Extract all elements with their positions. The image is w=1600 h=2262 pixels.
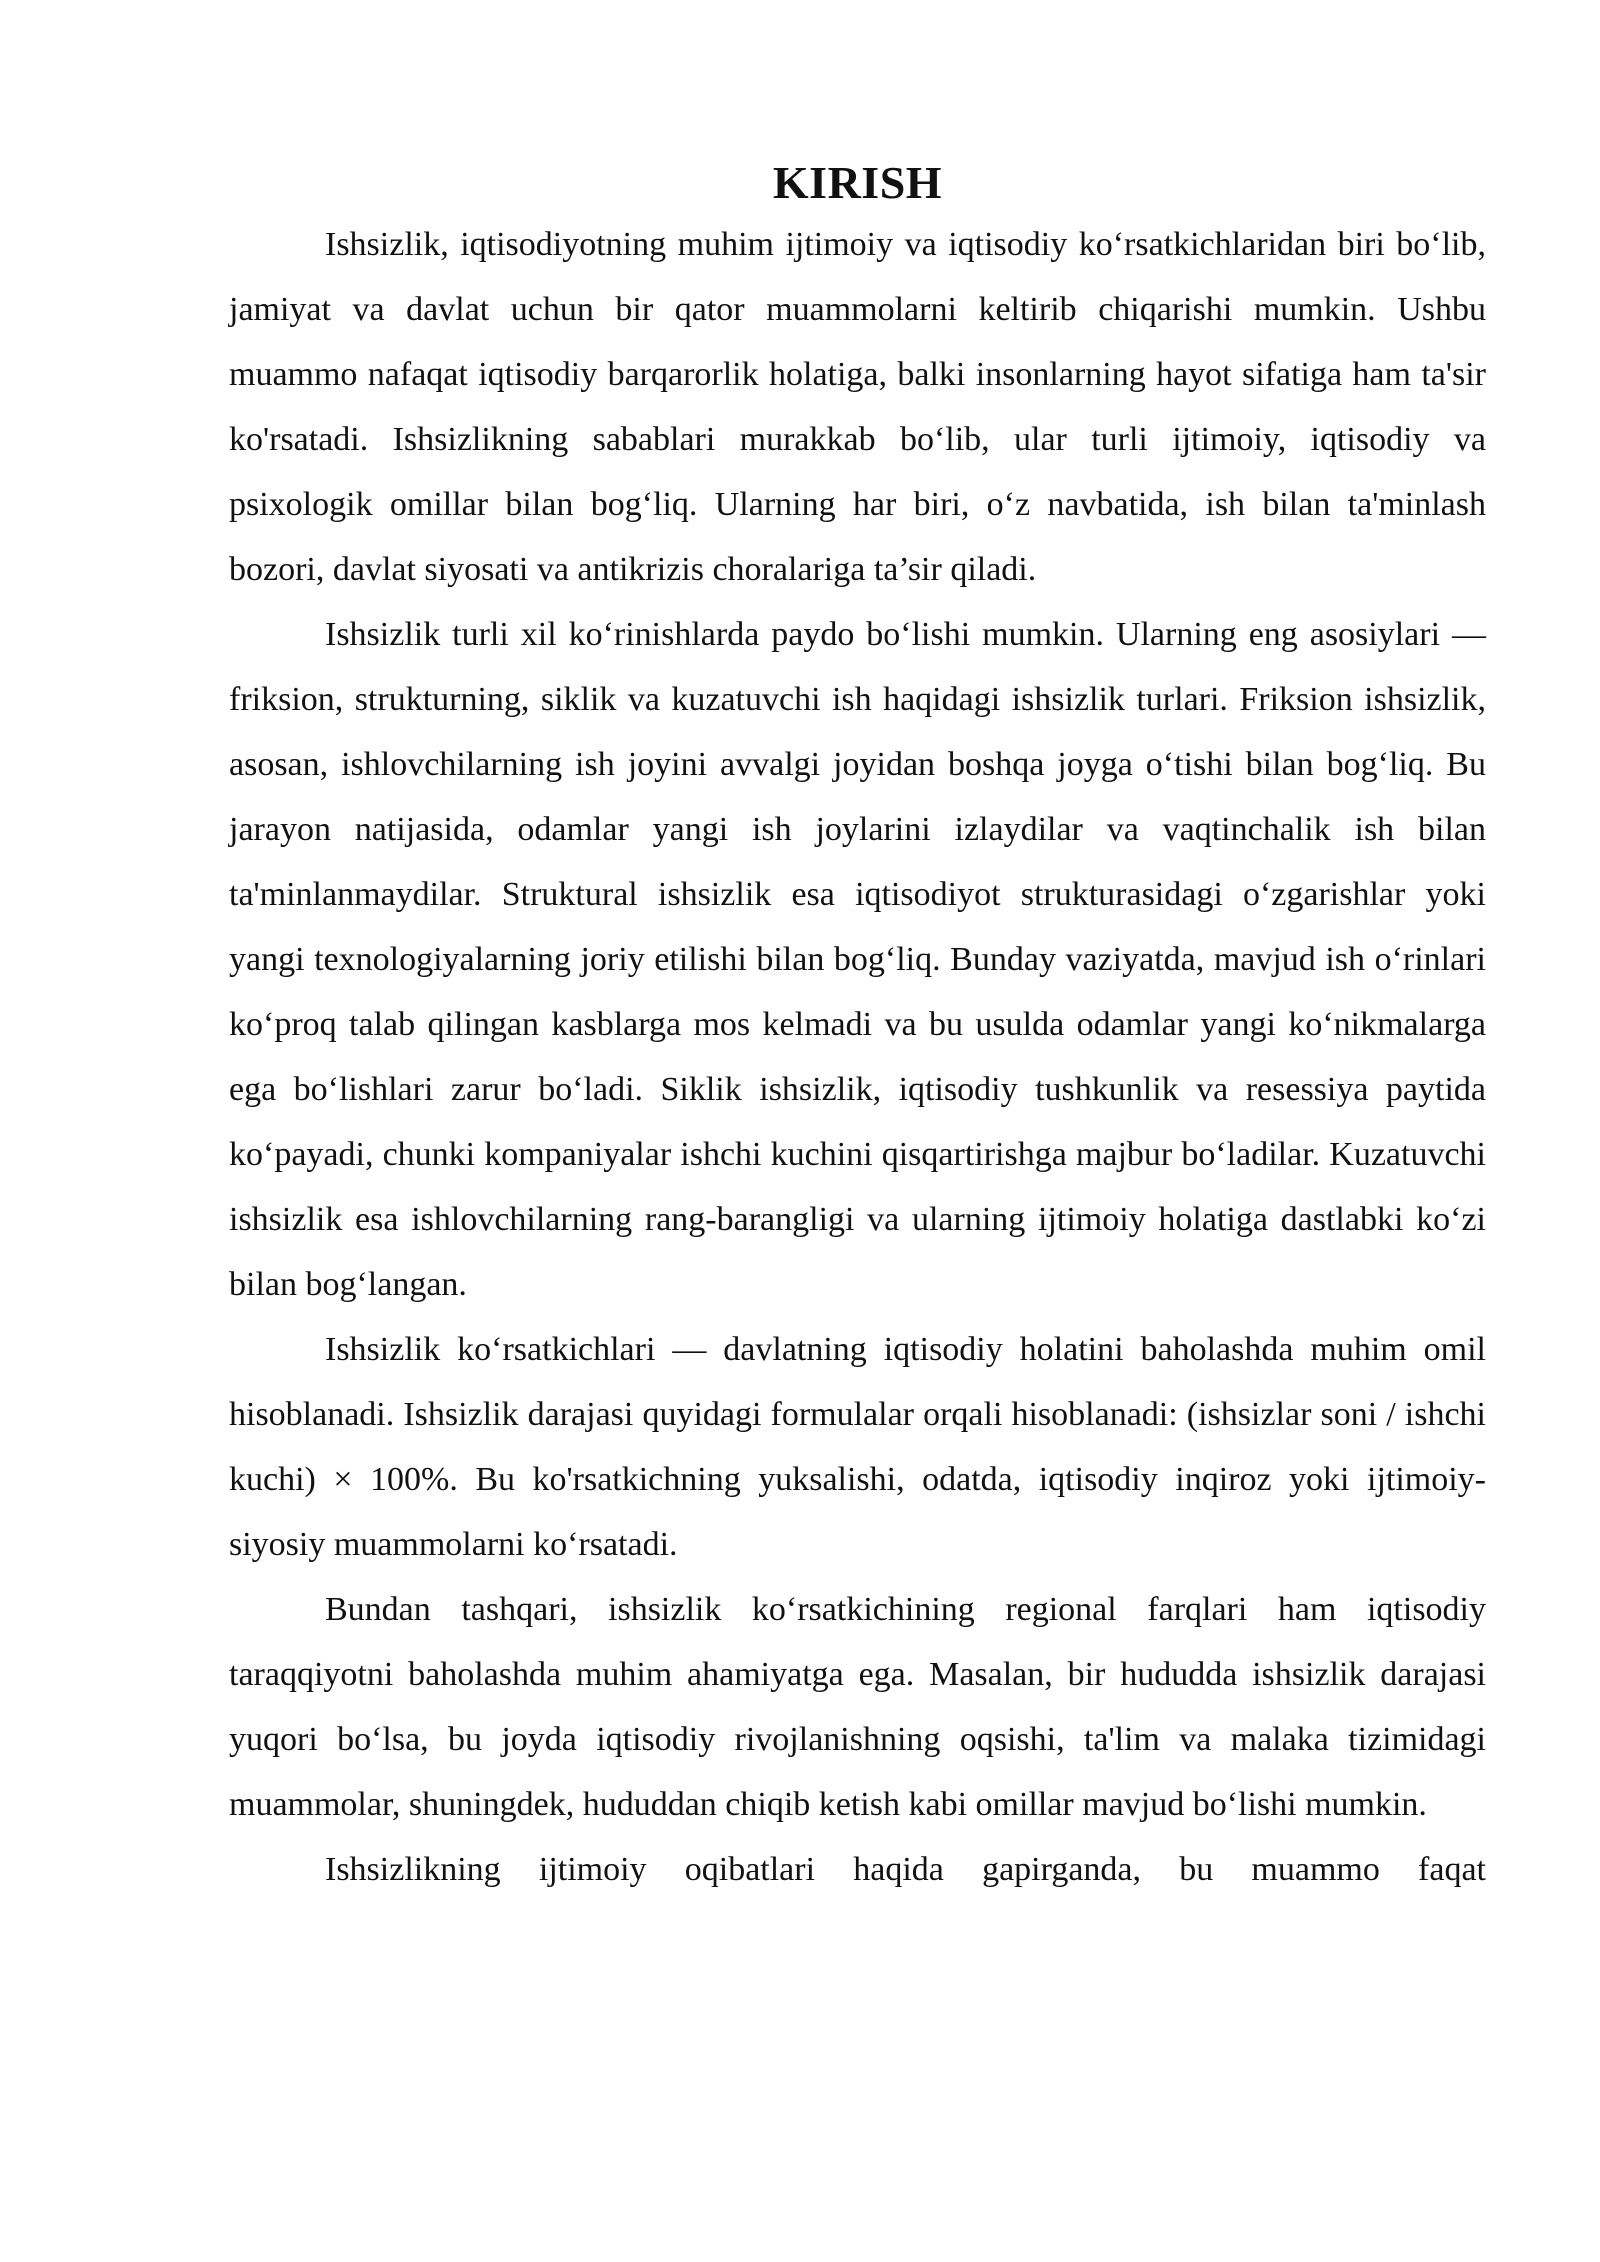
paragraph: Bundan tashqari, ishsizlik ko‘rsatkichining regional farqlari ham iqtisodiy taraqqiyotni baholashda muhim ahamiyatga ega. Masalan, bir hududda ishsizlik darajasi yuqori bo‘lsa, bu joyda iqtisodiy rivojlanishning oqsishi, ta'lim va malaka tizimidagi muammolar, shuningdek, hududdan chiqib ketish kabi omillar mavjud bo‘lishi mumkin.: [229, 1591, 1486, 1823]
document-title: KIRISH: [772, 157, 943, 208]
paragraph: Ishsizlik turli xil ko‘rinishlarda paydo bo‘lishi mumkin. Ularning eng asosiylari — friksion, strukturning, siklik va kuzatuvchi ish haqidagi ishsizlik turlari. Friksion ishsizlik, asosan, ishlovchilarning ish joyini avvalgi joyidan boshqa joyga o‘tishi bilan bog‘liq. Bu jarayon natijasida, odamlar yangi ish joylarini izlaydilar va vaqtinchalik ish bilan ta'minlanmaydilar. Struktural ishsizlik esa iqtisodiyot strukturasidagi o‘zgarishlar yoki yangi texnologiyalarning joriy etilishi bilan bog‘liq. Bunday vaziyatda, mavjud ish o‘rinlari ko‘proq talab qilingan kasblarga mos kelmadi va bu usulda odamlar yangi ko‘nikmalarga ega bo‘lishlari zarur bo‘ladi. Siklik ishsizlik, iqtisodiy tushkunlik va resessiya paytida ko‘payadi, chunki kompaniyalar ishchi kuchini qisqartirishga majbur bo‘ladilar. Kuzatuvchi ishsizlik esa ishlovchilarning rang-barangligi va ularning ijtimoiy holatiga dastlabki ko‘zi bilan bog‘langan.: [229, 616, 1486, 1303]
document-body: [229, 148, 1486, 1902]
paragraph: Ishsizlik, iqtisodiyotning muhim ijtimoiy va iqtisodiy ko‘rsatkichlaridan biri bo‘lib, jamiyat va davlat uchun bir qator muammolarni keltirib chiqarishi mumkin. Ushbu muammo nafaqat iqtisodiy barqarorlik holatiga, balki insonlarning hayot sifatiga ham ta'sir ko'rsatadi. Ishsizlikning sabablari murakkab bo‘lib, ular turli ijtimoiy, iqtisodiy va psixologik omillar bilan bog‘liq. Ularning har biri, o‘z navbatida, ish bilan ta'minlash bozori, davlat siyosati va antikrizis choralariga ta’sir qiladi.: [229, 226, 1486, 588]
paragraph: Ishsizlik ko‘rsatkichlari — davlatning iqtisodiy holatini baholashda muhim omil hisoblanadi. Ishsizlik darajasi quyidagi formulalar orqali hisoblanadi: (ishsizlar soni / ishchi kuchi) × 100%. Bu ko'rsatkichning yuksalishi, odatda, iqtisodiy inqiroz yoki ijtimoiy-siyosiy muammolarni ko‘rsatadi.: [229, 1331, 1486, 1563]
paragraph-last: Ishsizlikning ijtimoiy oqibatlari haqida gapirganda, bu muammo faqat: [325, 1851, 1486, 1888]
